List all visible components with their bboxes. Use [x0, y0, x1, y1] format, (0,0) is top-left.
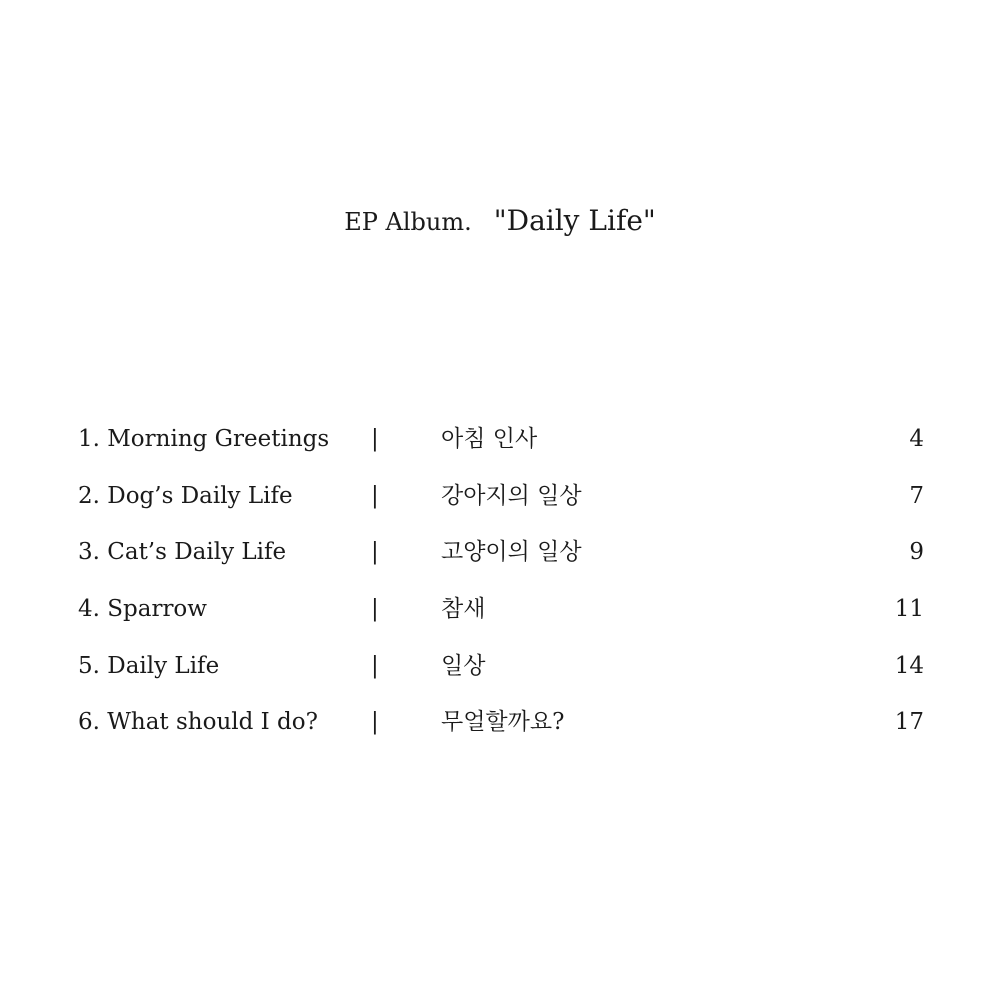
track-title-en: 6. What should I do? — [78, 709, 318, 735]
track-page-number: 11 — [894, 596, 924, 622]
track-divider: | — [371, 596, 379, 622]
track-row — [0, 589, 1000, 629]
track-page-number: 17 — [894, 709, 924, 735]
track-row — [0, 646, 1000, 686]
track-divider: | — [371, 539, 379, 565]
track-title-en: 1. Morning Greetings — [78, 426, 330, 452]
track-title-en: 2. Dog’s Daily Life — [78, 483, 293, 509]
track-divider: | — [371, 483, 379, 509]
track-title-ko: 고양이의 일상 — [441, 539, 582, 565]
track-divider: | — [371, 653, 379, 679]
track-title-ko: 참새 — [441, 596, 486, 622]
album-name: "Daily Life" — [493, 204, 656, 237]
track-divider: | — [371, 709, 379, 735]
track-title-ko: 아침 인사 — [441, 426, 538, 452]
track-title-ko: 강아지의 일상 — [441, 483, 582, 509]
album-type-label: EP Album. — [344, 208, 472, 236]
track-title-en: 5. Daily Life — [78, 653, 220, 679]
track-title-en: 4. Sparrow — [78, 596, 207, 622]
track-title-ko: 일상 — [441, 653, 486, 679]
track-row — [0, 702, 1000, 742]
track-divider: | — [371, 426, 379, 452]
track-row — [0, 476, 1000, 516]
track-page-number: 4 — [909, 426, 924, 452]
track-page-number: 9 — [909, 539, 924, 565]
track-row — [0, 532, 1000, 572]
track-title-en: 3. Cat’s Daily Life — [78, 539, 287, 565]
track-page-number: 7 — [909, 483, 924, 509]
track-row — [0, 419, 1000, 459]
track-title-ko: 무얼할까요? — [441, 709, 565, 735]
track-page-number: 14 — [894, 653, 924, 679]
